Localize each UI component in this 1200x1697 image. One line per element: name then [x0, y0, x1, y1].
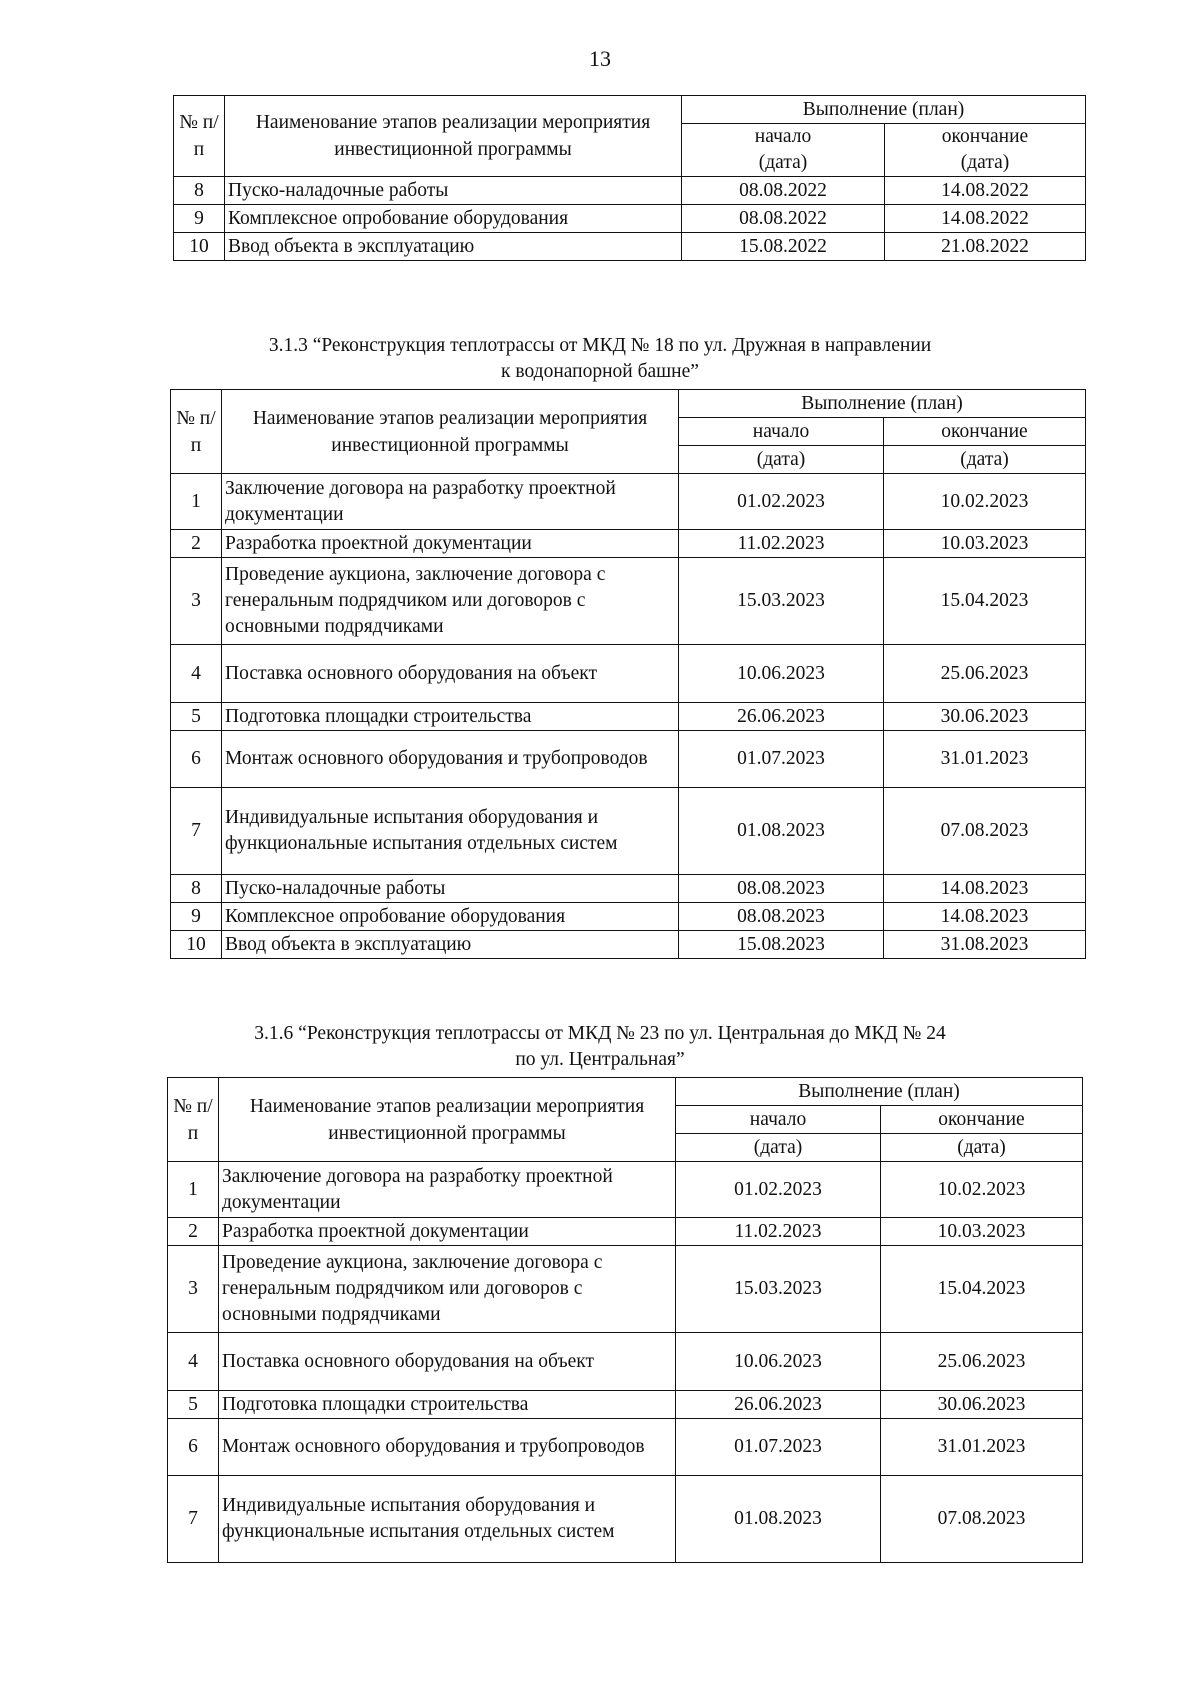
row-end-date: 14.08.2022 — [885, 177, 1086, 205]
table-row — [174, 205, 1086, 233]
row-end-date: 31.08.2023 — [884, 931, 1086, 959]
row-start-date: 08.08.2023 — [679, 875, 884, 903]
row-end-date: 31.01.2023 — [881, 1419, 1083, 1476]
row-num: 7 — [171, 788, 222, 875]
row-start-date: 01.02.2023 — [676, 1162, 881, 1218]
row-end-date: 15.04.2023 — [881, 1246, 1083, 1333]
header-start: начало — [679, 418, 884, 446]
row-stage-name: Заключение договора на разработку проектной документации — [219, 1162, 676, 1218]
table-row — [168, 1246, 1083, 1333]
table-row — [171, 875, 1086, 903]
caption-line: к водонапорной башне” — [501, 361, 699, 382]
row-end-date: 10.02.2023 — [881, 1162, 1083, 1218]
table-row — [171, 558, 1086, 645]
table-row — [171, 903, 1086, 931]
caption-line: 3.1.3 “Реконструкция теплотрассы от МКД № 18 по ул. Дружная в направлении — [268, 335, 932, 356]
row-num: 8 — [174, 177, 225, 205]
table-row — [168, 1476, 1083, 1563]
row-num: 2 — [171, 530, 222, 558]
row-start-date: 11.02.2023 — [679, 530, 884, 558]
row-end-date: 25.06.2023 — [881, 1333, 1083, 1391]
row-stage-name: Ввод объекта в эксплуатацию — [225, 233, 682, 261]
header-end: окончание — [881, 1106, 1083, 1134]
row-stage-name: Поставка основного оборудования на объект — [219, 1333, 676, 1391]
row-start-date: 26.06.2023 — [679, 703, 884, 731]
row-num: 9 — [171, 903, 222, 931]
row-stage-name: Индивидуальные испытания оборудования и функциональные испытания отдельных систем — [222, 788, 679, 875]
row-start-date: 01.02.2023 — [679, 474, 884, 530]
table-row — [168, 1218, 1083, 1246]
row-num: 8 — [171, 875, 222, 903]
stages-table-3 — [167, 1077, 1083, 1563]
row-num: 1 — [171, 474, 222, 530]
row-start-date: 15.03.2023 — [676, 1246, 881, 1333]
row-stage-name: Подготовка площадки строительства — [219, 1391, 676, 1419]
row-start-date: 26.06.2023 — [676, 1391, 881, 1419]
row-num: 10 — [171, 931, 222, 959]
section-caption — [0, 333, 1200, 385]
row-stage-name: Разработка проектной документации — [219, 1218, 676, 1246]
row-end-date: 07.08.2023 — [884, 788, 1086, 875]
row-end-date: 30.06.2023 — [881, 1391, 1083, 1419]
row-num: 1 — [168, 1162, 219, 1218]
row-start-date: 01.08.2023 — [679, 788, 884, 875]
row-end-date: 07.08.2023 — [881, 1476, 1083, 1563]
row-stage-name: Заключение договора на разработку проектной документации — [222, 474, 679, 530]
row-start-date: 01.07.2023 — [676, 1419, 881, 1476]
row-stage-name: Проведение аукциона, заключение договора с генеральным подрядчиком или договоров с основными подрядчиками — [219, 1246, 676, 1333]
row-end-date: 10.02.2023 — [884, 474, 1086, 530]
row-num: 2 — [168, 1218, 219, 1246]
header-date-note: (дата) — [679, 446, 884, 474]
row-stage-name: Ввод объекта в эксплуатацию — [222, 931, 679, 959]
header-num: № п/п — [171, 390, 222, 474]
row-start-date: 15.08.2022 — [682, 233, 885, 261]
row-num: 6 — [168, 1419, 219, 1476]
header-stage-name: Наименование этапов реализации мероприятия инвестиционной программы — [222, 390, 679, 474]
header-date-note: (дата) — [884, 446, 1086, 474]
row-num: 5 — [171, 703, 222, 731]
row-num: 3 — [171, 558, 222, 645]
table-row — [171, 645, 1086, 703]
row-end-date: 15.04.2023 — [884, 558, 1086, 645]
row-num: 9 — [174, 205, 225, 233]
page-number: 13 — [589, 46, 611, 71]
row-stage-name: Подготовка площадки строительства — [222, 703, 679, 731]
caption-line: по ул. Центральная” — [515, 1049, 685, 1070]
caption-line: 3.1.6 “Реконструкция теплотрассы от МКД № 23 по ул. Центральная до МКД № 24 — [254, 1023, 946, 1044]
row-stage-name: Комплексное опробование оборудования — [222, 903, 679, 931]
row-start-date: 15.03.2023 — [679, 558, 884, 645]
section-caption — [0, 1021, 1200, 1073]
header-execution: Выполнение (план) — [679, 390, 1086, 418]
table-row — [171, 731, 1086, 788]
stages-table-1 — [173, 95, 1086, 261]
table-row — [171, 703, 1086, 731]
row-end-date: 31.01.2023 — [884, 731, 1086, 788]
row-num: 6 — [171, 731, 222, 788]
row-end-date: 10.03.2023 — [881, 1218, 1083, 1246]
row-stage-name: Разработка проектной документации — [222, 530, 679, 558]
table-row — [168, 1333, 1083, 1391]
row-num: 7 — [168, 1476, 219, 1563]
row-end-date: 14.08.2023 — [884, 875, 1086, 903]
header-date-note: (дата) — [881, 1134, 1083, 1162]
table-row — [171, 931, 1086, 959]
header-execution: Выполнение (план) — [682, 96, 1086, 124]
table-row — [168, 1391, 1083, 1419]
row-stage-name: Монтаж основного оборудования и трубопроводов — [219, 1419, 676, 1476]
row-stage-name: Проведение аукциона, заключение договора с генеральным подрядчиком или договоров с основными подрядчиками — [222, 558, 679, 645]
row-start-date: 10.06.2023 — [676, 1333, 881, 1391]
header-num: № п/п — [168, 1078, 219, 1162]
row-num: 3 — [168, 1246, 219, 1333]
row-num: 10 — [174, 233, 225, 261]
row-end-date: 10.03.2023 — [884, 530, 1086, 558]
row-start-date: 08.08.2022 — [682, 177, 885, 205]
table-row — [171, 788, 1086, 875]
row-num: 4 — [171, 645, 222, 703]
header-stage-name: Наименование этапов реализации мероприятия инвестиционной программы — [225, 96, 682, 177]
row-start-date: 10.06.2023 — [679, 645, 884, 703]
header-date-note: (дата) — [676, 1134, 881, 1162]
row-end-date: 25.06.2023 — [884, 645, 1086, 703]
row-stage-name: Поставка основного оборудования на объект — [222, 645, 679, 703]
table-row — [174, 233, 1086, 261]
header-num: № п/п — [174, 96, 225, 177]
row-start-date: 08.08.2023 — [679, 903, 884, 931]
table-row — [171, 530, 1086, 558]
header-execution: Выполнение (план) — [676, 1078, 1083, 1106]
row-stage-name: Пуско-наладочные работы — [225, 177, 682, 205]
row-start-date: 01.08.2023 — [676, 1476, 881, 1563]
table-row — [174, 177, 1086, 205]
row-start-date: 08.08.2022 — [682, 205, 885, 233]
table-row — [168, 1419, 1083, 1476]
table-row — [168, 1162, 1083, 1218]
row-stage-name: Пуско-наладочные работы — [222, 875, 679, 903]
header-end: окончание (дата) — [885, 124, 1086, 177]
row-num: 5 — [168, 1391, 219, 1419]
header-stage-name: Наименование этапов реализации мероприятия инвестиционной программы — [219, 1078, 676, 1162]
row-num: 4 — [168, 1333, 219, 1391]
row-stage-name: Комплексное опробование оборудования — [225, 205, 682, 233]
row-stage-name: Индивидуальные испытания оборудования и функциональные испытания отдельных систем — [219, 1476, 676, 1563]
row-end-date: 21.08.2022 — [885, 233, 1086, 261]
table-row — [171, 474, 1086, 530]
row-start-date: 15.08.2023 — [679, 931, 884, 959]
row-end-date: 30.06.2023 — [884, 703, 1086, 731]
stages-table-2 — [170, 389, 1086, 959]
row-start-date: 11.02.2023 — [676, 1218, 881, 1246]
header-start: начало (дата) — [682, 124, 885, 177]
row-end-date: 14.08.2023 — [884, 903, 1086, 931]
header-start: начало — [676, 1106, 881, 1134]
header-end: окончание — [884, 418, 1086, 446]
row-stage-name: Монтаж основного оборудования и трубопроводов — [222, 731, 679, 788]
row-end-date: 14.08.2022 — [885, 205, 1086, 233]
row-start-date: 01.07.2023 — [679, 731, 884, 788]
